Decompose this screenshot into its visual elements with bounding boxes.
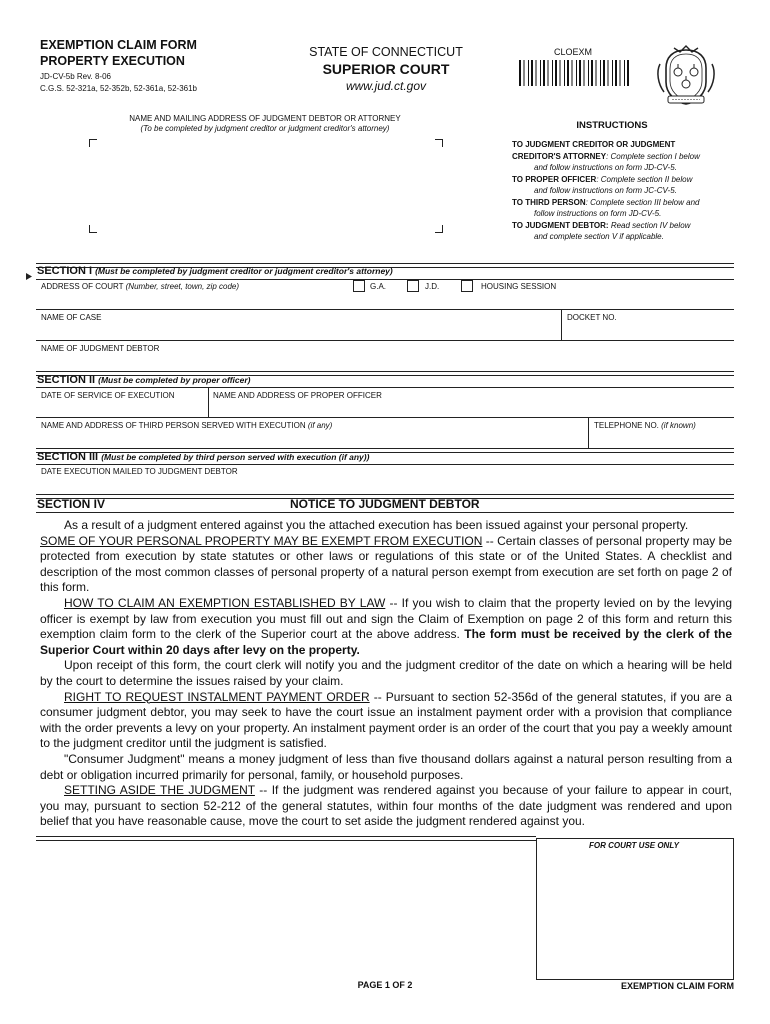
notice-exempt-heading: SOME OF YOUR PERSONAL PROPERTY MAY BE EXEMPT FROM EXECUTION — [40, 533, 483, 548]
rule-third-person — [36, 417, 734, 418]
execution-mailed-field[interactable] — [40, 477, 730, 492]
docket-divider — [561, 309, 562, 340]
section-1-heading — [37, 265, 393, 277]
court-use-label: FOR COURT USE ONLY — [589, 841, 679, 850]
address-block-title: NAME AND MAILING ADDRESS OF JUDGMENT DEBTOR OR ATTORNEY — [129, 114, 401, 123]
instructions-text — [512, 139, 738, 243]
court-address-hint: (Number, street, town, zip code) — [125, 282, 240, 291]
court-address-field[interactable] — [40, 293, 350, 308]
third-person-label-text: NAME AND ADDRESS OF THIRD PERSON SERVED WITH EXECUTION — [41, 421, 306, 430]
court-name: SUPERIOR COURT — [322, 61, 450, 77]
instr-line-9: and complete section V if applicable. — [534, 232, 664, 241]
notice-paragraph-6: "Consumer Judgment" means a money judgment of less than five thousand dollars against a natural person resulting from a debt or obligation incurred primarily for personal, family, or household purposes. — [40, 751, 732, 782]
case-name-field[interactable] — [40, 323, 558, 338]
telephone-divider — [588, 417, 589, 448]
form-number: JD-CV-5b Rev. 8-06 — [40, 72, 111, 81]
instr-line-2-text: : Complete section I below — [606, 151, 700, 161]
section-3-header-rule — [36, 464, 734, 465]
instr-line-6-text: : Complete section III below and — [585, 197, 700, 207]
notice-paragraph-1: As a result of a judgment entered against you the attached execution has been issued against your personal property. — [64, 518, 689, 532]
telephone-label — [594, 421, 696, 431]
state-name: STATE OF CONNECTICUT — [309, 45, 463, 59]
court-address-label — [41, 282, 239, 292]
instr-line-1: TO JUDGMENT CREDITOR OR JUDGMENT — [512, 140, 676, 149]
notice-paragraph-2 — [40, 534, 732, 596]
section-3-note: (Must be completed by third person served with execution (if any)) — [101, 452, 370, 462]
service-date-field[interactable] — [40, 401, 204, 416]
instr-line-5: and follow instructions on form JC-CV-5. — [534, 186, 677, 195]
instr-line-6-label: TO THIRD PERSON — [512, 197, 586, 207]
proper-officer-field[interactable] — [212, 401, 730, 416]
section-1-label: SECTION I — [37, 265, 93, 277]
notice-claim-heading: HOW TO CLAIM AN EXEMPTION ESTABLISHED BY LAW — [64, 595, 386, 610]
docket-label: DOCKET NO. — [567, 313, 617, 322]
court-use-box[interactable] — [536, 838, 734, 980]
officer-divider — [208, 387, 209, 417]
address-block-subtitle: (To be completed by judgment creditor or judgment creditor's attorney) — [140, 124, 390, 133]
telephone-field[interactable] — [593, 431, 731, 446]
footer-form-name: EXEMPTION CLAIM FORM — [621, 981, 734, 991]
proper-officer-label: NAME AND ADDRESS OF PROPER OFFICER — [213, 391, 382, 400]
section-1-note: (Must be completed by judgment creditor or judgment creditor's attorney) — [95, 266, 393, 276]
judgment-debtor-field[interactable] — [40, 354, 730, 369]
notice-claim-deadline: The form must be received by the clerk of the Superior Court within 20 days after levy on the property. — [40, 627, 732, 657]
section-2-header-rule — [36, 387, 734, 388]
notice-set-aside-text: -- If the judgment was rendered against you because of your failure to appear in court, you may, pursuant to section 52-212 of the general statutes, within four months of the date judgment was rendered and upon belief that you have reasonable cause, move the court to set aside the judgment rendered against you. — [40, 783, 732, 829]
section-2-label: SECTION II — [37, 374, 96, 386]
rule-case — [36, 309, 734, 310]
arrow-marker-icon — [26, 273, 32, 280]
ga-label: G.A. — [370, 282, 387, 291]
execution-mailed-label: DATE EXECUTION MAILED TO JUDGMENT DEBTOR — [41, 467, 238, 476]
jd-label: J.D. — [425, 282, 440, 291]
instr-line-8-text: Read section IV below — [608, 220, 691, 230]
telephone-label-text: TELEPHONE NO. — [594, 421, 659, 430]
footer-rule — [36, 836, 536, 841]
notice-paragraph-3 — [40, 596, 732, 658]
notice-set-aside-heading: SETTING ASIDE THE JUDGMENT — [64, 783, 255, 798]
section-2-note: (Must be completed by proper officer) — [98, 375, 251, 385]
form-title-line-2: PROPERTY EXECUTION — [40, 54, 185, 68]
docket-field[interactable] — [566, 323, 732, 338]
judgment-debtor-label: NAME OF JUDGMENT DEBTOR — [41, 344, 160, 353]
third-person-label — [41, 421, 332, 431]
section-1-header-rule — [36, 279, 734, 280]
notice-instalment-text: -- Pursuant to section 52-356d of the general statutes, if you are a consumer judgment debtor, you may seek to have the court issue an instalment payment order with a provision that compliance with the order prevents a levy on your property. An instalment payment order is an order of the court that you pay a weekly amount to the judgment creditor until the judgment is satisfied. — [40, 689, 732, 751]
service-date-label: DATE OF SERVICE OF EXECUTION — [41, 391, 175, 400]
form-code: CLOEXM — [553, 47, 592, 57]
rule-debtor — [36, 340, 734, 341]
section-2-heading — [37, 374, 251, 386]
instr-line-4-label: TO PROPER OFFICER — [512, 174, 597, 184]
housing-session-label: HOUSING SESSION — [481, 282, 557, 291]
state-seal-icon — [654, 44, 718, 108]
court-address-label-text: ADDRESS OF COURT — [41, 282, 124, 291]
case-name-label: NAME OF CASE — [41, 313, 102, 322]
notice-paragraph-7 — [40, 783, 732, 830]
notice-instalment-heading: RIGHT TO REQUEST INSTALMENT PAYMENT ORDER — [64, 689, 370, 704]
ga-checkbox[interactable] — [353, 280, 365, 292]
instr-line-3: and follow instructions on form JD-CV-5. — [534, 163, 677, 172]
notice-exempt-text: -- Certain classes of personal property may be protected from execution by state statutes or other laws or regulations of this state or of the United States. A checklist and description of the most common classes of personal property of a natural person exempt from execution are set forth on page 2 of this form. — [40, 533, 732, 595]
instr-line-8-label: TO JUDGMENT DEBTOR: — [512, 220, 609, 230]
section-4-title: NOTICE TO JUDGMENT DEBTOR — [290, 497, 480, 511]
instructions-title: INSTRUCTIONS — [576, 120, 648, 131]
telephone-hint: (if known) — [661, 421, 696, 430]
notice-paragraph-5 — [40, 690, 732, 752]
instr-line-4-text: : Complete section II below — [596, 174, 693, 184]
instr-line-2-label: CREDITOR'S ATTORNEY — [512, 151, 607, 161]
third-person-hint: (if any) — [307, 421, 333, 430]
third-person-field[interactable] — [40, 431, 584, 446]
section-4-heading: SECTION IV — [37, 497, 106, 511]
form-title-line-1: EXEMPTION CLAIM FORM — [40, 38, 197, 52]
housing-session-checkbox[interactable] — [461, 280, 473, 292]
section-4-header-rule — [36, 512, 734, 513]
page-number: PAGE 1 OF 2 — [357, 980, 413, 990]
notice-paragraph-4: Upon receipt of this form, the court clerk will notify you and the judgment creditor of the date on which a hearing will be held by the court to determine the issues raised by your claim. — [40, 658, 732, 688]
website: www.jud.ct.gov — [345, 79, 427, 93]
debtor-address-field[interactable] — [90, 142, 442, 232]
barcode-icon — [518, 60, 632, 86]
notice-body — [40, 518, 732, 830]
notice-claim-text: -- If you wish to claim that the property levied on by the levying officer is exempt by law from execution you must fill out and sign the Claim of Exemption on page 2 of this form and return this exemption claim form to the clerk of the Superior court at the above address. — [40, 595, 733, 642]
section-3-label: SECTION III — [37, 451, 99, 463]
form-title — [40, 37, 197, 69]
instr-line-7: follow instructions on form JD-CV-5. — [534, 209, 662, 218]
statutes: C.G.S. 52-321a, 52-352b, 52-361a, 52-361b — [40, 84, 197, 93]
jd-checkbox[interactable] — [407, 280, 419, 292]
section-3-heading — [37, 451, 369, 463]
